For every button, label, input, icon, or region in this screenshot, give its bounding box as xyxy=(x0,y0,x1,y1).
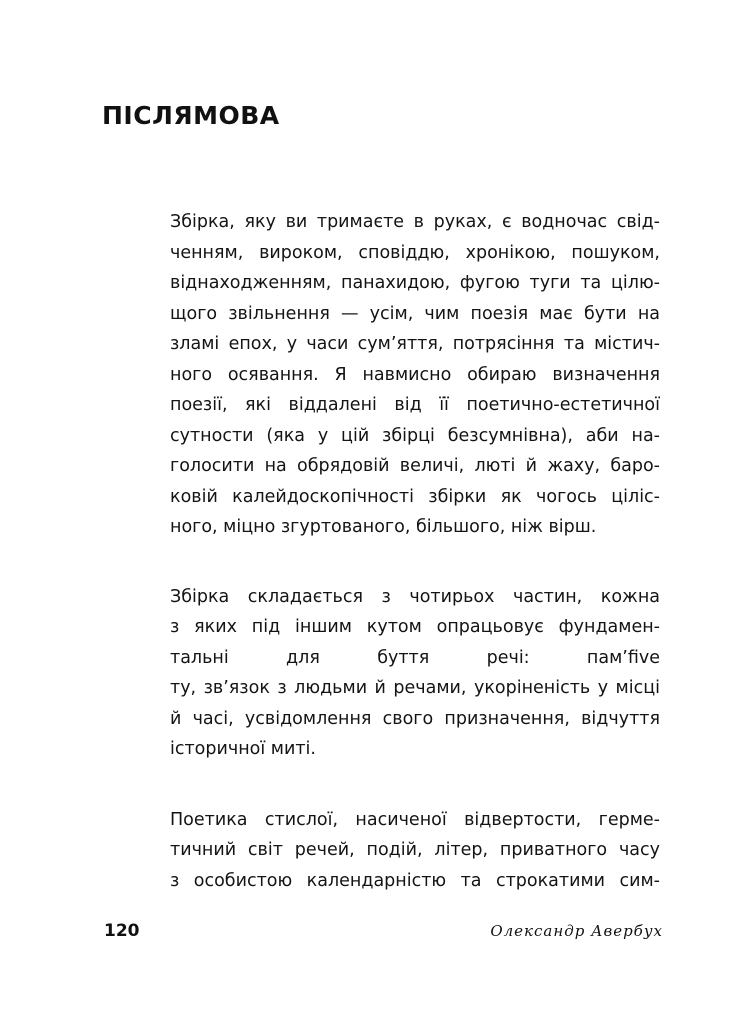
text-line: Збірка складається з чотирьох частин, кожна xyxy=(170,586,660,607)
text-line: з яких під іншим кутом опрацьовує фундамен- xyxy=(170,617,660,637)
page-number: 120 xyxy=(104,921,140,941)
text-line: сутности (яка у цій збірці безсумнівна), аби на- xyxy=(170,425,660,446)
text-line: Поетика стислої, насиченої відвертости, герме- xyxy=(170,809,660,830)
page-title: ПІСЛЯМОВА xyxy=(102,101,280,130)
text-line: тальні для буття речі: пам’five xyxy=(170,647,660,668)
text-line: ченням, вироком, сповіддю, хронікою, пошуком, xyxy=(170,242,660,263)
body-text xyxy=(170,207,660,896)
text-line: ту, зв’язок з людьми й речами, укоріненість у місці xyxy=(170,678,660,698)
text-line: віднаходженням, панахидою, фугою туги та цілю- xyxy=(170,273,660,293)
text-line: щого звільнення — усім, чим поезія має бути на xyxy=(170,303,660,324)
text-line: Збірка, яку ви тримаєте в руках, є водночас свід- xyxy=(170,212,660,232)
text-line: тичний світ речей, подій, літер, приватного часу xyxy=(170,840,660,860)
paragraph-1 xyxy=(170,207,660,543)
text-line: голосити на обрядовій величі, люті й жаху, баро- xyxy=(170,456,660,476)
text-line: зламі епох, у часи сум’яття, потрясіння та містич- xyxy=(170,334,660,354)
running-footer-author: Олександр Авербух xyxy=(490,922,663,940)
text-line: ковій калейдоскопічності збірки як чогось ціліс- xyxy=(170,486,660,507)
text-line: й часі, усвідомлення свого призначення, відчуття xyxy=(170,708,660,729)
text-line: поезії, які віддалені від її поетично-естетичної xyxy=(170,395,660,415)
text-line: з особистою календарністю та строкатими сим- xyxy=(170,870,660,891)
text-line: історичної миті. xyxy=(170,739,316,759)
paragraph-3 xyxy=(170,805,660,897)
paragraph-2 xyxy=(170,582,660,765)
text-line: ного, міцно згуртованого, більшого, ніж вірш. xyxy=(170,517,597,537)
text-line: ного осявання. Я навмисно обираю визначення xyxy=(170,364,660,385)
